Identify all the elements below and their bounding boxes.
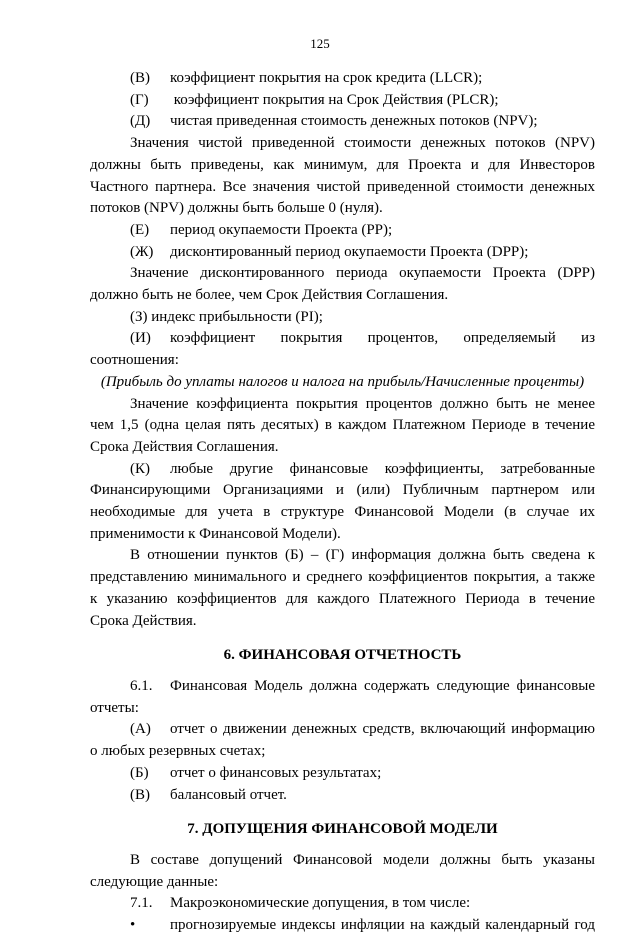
formula: (Прибыль до уплаты налогов и налога на прибыль/Начисленные проценты) — [100, 373, 585, 390]
item-marker: (В) — [130, 70, 150, 86]
list-item-i — [90, 328, 595, 350]
bg-paragraph-line: к указанию коэффициентов для каждого Платежного Периода в течение — [90, 590, 595, 607]
list-item-zh — [90, 242, 595, 264]
dpp-paragraph-line: должно быть не более, чем Срок Действия Соглашения. — [90, 287, 449, 304]
npv-paragraph-line: Значения чистой приведенной стоимости денежных потоков (NPV) — [130, 135, 595, 152]
item-text: прогнозируемые индексы инфляции на каждый календарный год — [170, 917, 595, 934]
bullet-marker: • — [130, 917, 136, 934]
item-marker: 7.1. — [130, 895, 153, 912]
item-text: коэффициент покрытия на Срок Действия (PLCR); — [170, 91, 499, 108]
item-text: Финансовая Модель должна содержать следующие финансовые — [170, 677, 595, 694]
icr-paragraph-line: Значение коэффициента покрытия процентов должно быть не менее — [130, 395, 595, 412]
bg-paragraph-line: В отношении пунктов (Б) – (Г) информация должна быть сведена к — [130, 547, 595, 564]
item-marker: (Е) — [130, 221, 150, 238]
list-item-g — [90, 90, 595, 112]
item-marker: 6.1. — [130, 677, 153, 694]
item-marker: (Г) — [130, 91, 149, 108]
item-marker: (Б) — [130, 764, 149, 781]
icr-paragraph-line: Срока Действия Соглашения. — [90, 438, 279, 455]
item-text: отчет о финансовых результатах; — [170, 764, 382, 781]
list-item-e — [90, 220, 595, 242]
section-heading-7: 7. ДОПУЩЕНИЯ ФИНАНСОВОЙ МОДЕЛИ — [187, 821, 498, 838]
item-marker: (И) — [130, 330, 151, 347]
npv-paragraph-line: Частного партнера. Все значения чистой приведенной стоимости денежных — [90, 178, 595, 195]
item-text: любые другие финансовые коэффициенты, затребованные — [170, 460, 595, 477]
item-marker: (К) — [130, 460, 150, 477]
item-marker: (Ж) — [130, 243, 154, 260]
s7-paragraph-line: В составе допущений Финансовой модели должны быть указаны — [130, 851, 595, 868]
list-item-b — [90, 763, 595, 785]
list-item-a — [90, 719, 595, 741]
k-paragraph-line: применимости к Финансовой Модели). — [90, 525, 341, 542]
item-marker: (А) — [130, 721, 151, 738]
item-text: отчет о движении денежных средств, включающий информацию — [170, 721, 595, 738]
list-item-z: (З) индекс прибыльности (PI); — [130, 308, 323, 325]
bg-paragraph-line: Срока Действия. — [90, 612, 197, 629]
bullet-item — [90, 915, 595, 937]
s61-continuation: отчеты: — [90, 699, 139, 716]
item-marker: (Д) — [130, 113, 151, 130]
list-item-v2 — [90, 785, 595, 807]
dpp-paragraph-line: Значение дисконтированного периода окупаемости Проекта (DPP) — [130, 265, 595, 282]
k-paragraph-line: Финансирующими Организациями и (или) Публичным партнером или — [90, 482, 595, 499]
a-continuation: о любых резервных счетах; — [90, 743, 266, 760]
k-paragraph-line: необходимые для учета в структуре Финансовой Модели (в случае их — [90, 504, 595, 521]
npv-paragraph-line: должны быть приведены, как минимум, для Проекта и для Инвесторов — [90, 156, 595, 173]
section-heading-6: 6. ФИНАНСОВАЯ ОТЧЕТНОСТЬ — [223, 647, 462, 664]
npv-paragraph-line: потоков (NPV) должны быть больше 0 (нуля). — [90, 200, 383, 217]
page-content — [90, 68, 595, 937]
item-text: коэффициент покрытия процентов, определяемый из — [170, 330, 595, 347]
list-item-v — [90, 68, 595, 90]
item-text: чистая приведенная стоимость денежных потоков (NPV); — [170, 113, 538, 130]
page-number: 125 — [310, 36, 330, 51]
item-text: дисконтированный период окупаемости Проекта (DPP); — [170, 243, 529, 260]
s7-paragraph-line: следующие данные: — [90, 873, 219, 890]
item-text: коэффициент покрытия на срок кредита (LLCR); — [170, 70, 483, 86]
item-marker: (В) — [130, 786, 150, 803]
item-text: Макроэкономические допущения, в том числе: — [170, 895, 471, 912]
item-text: период окупаемости Проекта (PP); — [170, 221, 393, 238]
list-item-d — [90, 111, 595, 133]
list-item-6-1 — [90, 676, 595, 698]
bg-paragraph-line: представлению минимального и среднего коэффициентов покрытия, а также — [90, 569, 595, 586]
icr-paragraph-line: чем 1,5 (одна целая пять десятых) в каждом Платежном Периоде в течение — [90, 417, 595, 434]
i-continuation: соотношения: — [90, 352, 179, 369]
list-item-k — [90, 459, 595, 481]
item-text: балансовый отчет. — [170, 786, 287, 803]
list-item-7-1 — [90, 893, 595, 915]
